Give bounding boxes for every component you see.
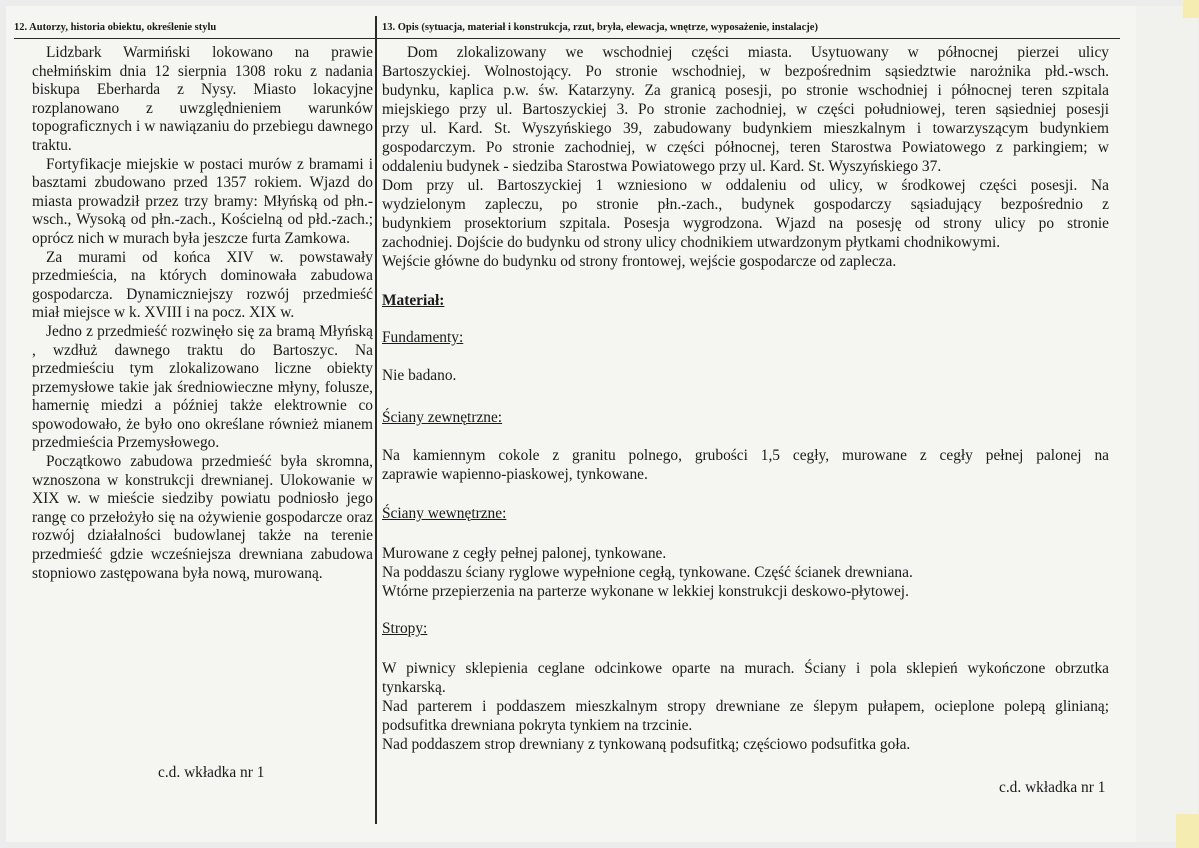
description-line: budynku, kaplica p.w. św. Katarzyny. Za granicą posesji, po stronie wschodniej i północnej teren szpitala [382,82,1109,99]
history-paragraph: Lidzbark Warmiński lokowano na prawie chełmińskim dnia 12 sierpnia 1308 roku z nadania biskupa Eberharda z Nysy. Miasto lokacyjne rozplanowano z uwzględnieniem warunków topograficznych i w nawiązaniu do przebiegu dawnego traktu. [32,44,373,154]
yellow-tab-top [1183,0,1199,18]
ceilings-text: W piwnicy sklepienia ceglane odcinkowe oparte na murach. Ściany i pola sklepień wykończone obrzutka [382,660,1109,677]
description-line: gospodarczym. Po stronie zachodniej, w części północnej, teren Starostwa Powiatowego z parkingiem; w [382,139,1109,156]
interior-walls-heading: Ściany wewnętrzne: [382,505,507,522]
interior-walls-text: Wtórne przepierzenia na parterze wykonane w lekkiej konstrukcji deskowo-płytowej. [382,583,909,600]
description-line: wydzielonym zapleczu, po stronie płn.-zach., budynek gospodarczy sąsiadujący bezpośrednio z [382,196,1109,213]
history-paragraph: Jedno z przedmieść rozwinęło się za bramą Młyńską , wzdłuż dawnego traktu do Bartoszyc. Na przedmieściu tym zlokalizowano liczne obiekty przemysłowe takie jak średniowieczne młyny, folusze, hamernię miedzi a później także elektrownie co spowodowało, że było ono określane również mianem przedmieścia Przemysłowego. [32,322,373,452]
yellow-tab-bottom [1176,814,1199,848]
description-line: Wejście główne do budynku od strony frontowej, wejście gospodarcze od zaplecza. [382,253,897,270]
history-column [32,44,373,583]
material-heading: Materiał: [382,292,445,309]
ceilings-text: Nad parterem i poddaszem mieszkalnym stropy drewniane ze ślepym pułapem, ocieplone polepą glinianą; [382,698,1109,715]
continuation-note-left: c.d. wkładka nr 1 [158,764,265,781]
history-paragraph: Początkowo zabudowa przedmieść była skromna, wznoszona w konstrukcji drewnianej. Ulokowanie w XIX w. w mieście siedziby powiatu podniosło jego rangę co przełożyło się na ożywienie gospodarcze oraz rozwój działalności budowlanej także na terenie przedmieść gdzie wcześniejsza drewniana zabudowa stopniowo zastępowana była nową, murowaną. [32,453,373,582]
description-line: miejskiego przy ul. Bartoszyckiej 3. Po stronie zachodniej, w części południowej, teren sąsiedniej posesji [382,101,1109,118]
interior-walls-text: Na poddaszu ściany ryglowe wypełnione cegłą, tynkowane. Część ścianek drewniana. [382,564,913,581]
description-line: Dom zlokalizowany we wschodniej części miasta. Usytuowany w północnej pierzei ulicy [407,44,1109,61]
ceilings-text: podsufitka drewniana pokryta tynkiem na trzcinie. [382,717,693,734]
section-13-header: 13. Opis (sytuacja, materiał i konstrukcja, rzut, bryła, elewacja, wnętrze, wyposażenie, instalacje) [382,22,818,33]
foundations-heading: Fundamenty: [382,329,464,346]
interior-walls-text: Murowane z cegły pełnej palonej, tynkowane. [382,545,667,562]
history-paragraph: Fortyfikacje miejskie w postaci murów z bramami i basztami zbudowano przed 1357 rokiem. Wjazd do miasta prowadził przez trzy bramy: Młyńską od płn.-wsch., Wysoką od płn.-zach., Kościelną od płd.-zach.; oprócz nich w murach była jeszcze furta Zamkowa. [32,155,373,247]
exterior-walls-text: Na kamiennym cokole z granitu polnego, grubości 1,5 cegły, murowane z cegły pełnej palonej na [382,447,1109,464]
history-paragraph: Za murami od końca XIV w. powstawały przedmieścia, na których dominowała zabudowa gospodarcza. Dynamiczniejszy rozwój przedmieść miał miejsce w k. XVIII i na pocz. XIX w. [32,248,373,322]
continuation-note-right: c.d. wkładka nr 1 [999,779,1106,796]
page-margin [1136,6,1198,842]
header-divider [14,38,1120,39]
description-line: budynkiem prosektorium szpitala. Posesja wygrodzona. Wjazd na posesję od strony ulicy po stronie [382,215,1109,232]
ceilings-text: tynkarską. [382,679,446,696]
section-12-header: 12. Autorzy, historia obiektu, określenie stylu [14,22,217,33]
column-divider [375,16,377,824]
exterior-walls-text: zaprawie wapienno-piaskowej, tynkowane. [382,466,648,483]
description-line: zachodniej. Dojście do budynku od strony ulicy chodnikiem utwardzonym płytkami chodnikowymi. [382,234,1001,251]
ceilings-text: Nad poddaszem strop drewniany z tynkowaną podsufitką; częściowo podsufitka goła. [382,736,911,753]
foundations-text: Nie badano. [382,367,457,384]
ceilings-heading: Stropy: [382,620,428,637]
description-line: Dom przy ul. Bartoszyckiej 1 wzniesiono w oddaleniu od ulicy, w środkowej części posesji. Na [382,177,1109,194]
exterior-walls-heading: Ściany zewnętrzne: [382,409,503,426]
description-line: oddaleniu budynek - siedziba Starostwa Powiatowego przy ul. Kard. St. Wyszyńskiego 37. [382,158,942,175]
description-line: Bartoszyckiej. Wolnostojący. Po stronie wschodniej, w bezpośrednim sąsiedztwie narożnika płd.-wsch. [382,63,1109,80]
description-line: przy ul. Kard. St. Wyszyńskiego 39, zabudowany budynkiem mieszkalnym i towarzyszącym budynkiem [382,120,1109,137]
